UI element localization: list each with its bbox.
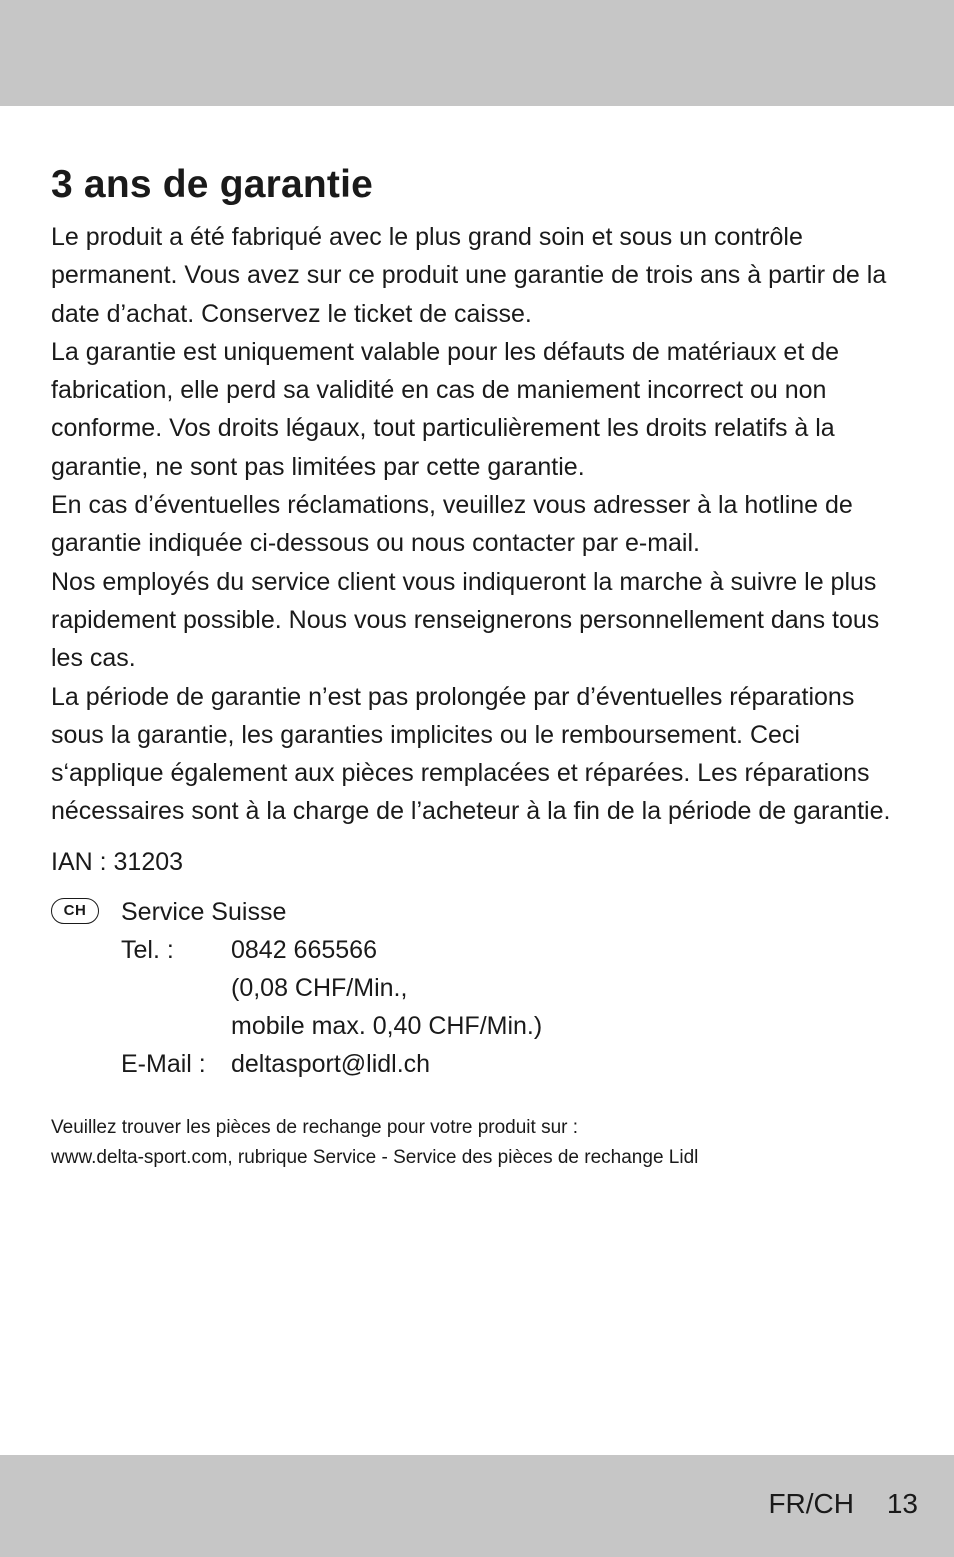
- warranty-paragraph-4: Nos employés du service client vous indiqueront la marche à suivre le plus rapidement possible. Nous vous renseignerons personnellement dans tous les cas.: [51, 567, 880, 673]
- tel-rate-row-1: [121, 969, 911, 1007]
- warranty-paragraph-2: La garantie est uniquement valable pour les défauts de matériaux et de fabrication, elle perd sa validité en cas de maniement incorrect ou non conforme. Vos droits légaux, tout particulièrement les droits relatifs à la garantie, ne sont pas limitées par cette garantie.: [51, 337, 840, 481]
- ch-country-icon: CH: [51, 898, 99, 924]
- service-contact-block: [51, 893, 911, 1083]
- page-title: 3 ans de garantie: [51, 163, 374, 206]
- ian-number: IAN : 31203: [51, 847, 184, 876]
- tel-number: 0842 665566: [231, 935, 377, 964]
- spare-parts-note: [51, 1113, 911, 1173]
- footer-language: FR/CH: [768, 1488, 854, 1519]
- tel-rate-2: mobile max. 0,40 CHF/Min.): [231, 1011, 543, 1040]
- service-title: Service Suisse: [121, 897, 287, 926]
- email-row: [121, 1045, 911, 1083]
- warranty-paragraph-5: La période de garantie n’est pas prolongée par d’éventuelles réparations sous la garantie, les garanties implicites ou le remboursement. Ceci s‘applique également aux pièces remplacées et réparées. Les réparations nécessaires sont à la charge de l’acheteur à la fin de la période de garantie.: [51, 682, 891, 826]
- email-address: deltasport@lidl.ch: [231, 1049, 431, 1078]
- tel-label: Tel. :: [121, 935, 174, 964]
- warranty-paragraph-3: En cas d’éventuelles réclamations, veuillez vous adresser à la hotline de garantie indiquée ci-dessous ou nous contacter par e-mail.: [51, 491, 853, 558]
- warranty-paragraph-1: Le produit a été fabriqué avec le plus grand soin et sous un contrôle permanent. Vous avez sur ce produit une garantie de trois ans à partir de la date d’achat. Conservez le ticket de caisse.: [51, 223, 887, 328]
- spare-parts-line-2: www.delta-sport.com, rubrique Service - Service des pièces de rechange Lidl: [51, 1146, 699, 1168]
- spare-parts-line-1: Veuillez trouver les pièces de rechange pour votre produit sur :: [51, 1116, 579, 1138]
- email-label: E-Mail :: [121, 1049, 206, 1078]
- tel-rate-1: (0,08 CHF/Min.,: [231, 973, 408, 1002]
- page-number: 13: [886, 1488, 918, 1519]
- tel-rate-row-2: [121, 1007, 911, 1045]
- tel-row: [121, 931, 911, 969]
- header-band: [0, 0, 954, 106]
- page-content: [51, 160, 911, 1173]
